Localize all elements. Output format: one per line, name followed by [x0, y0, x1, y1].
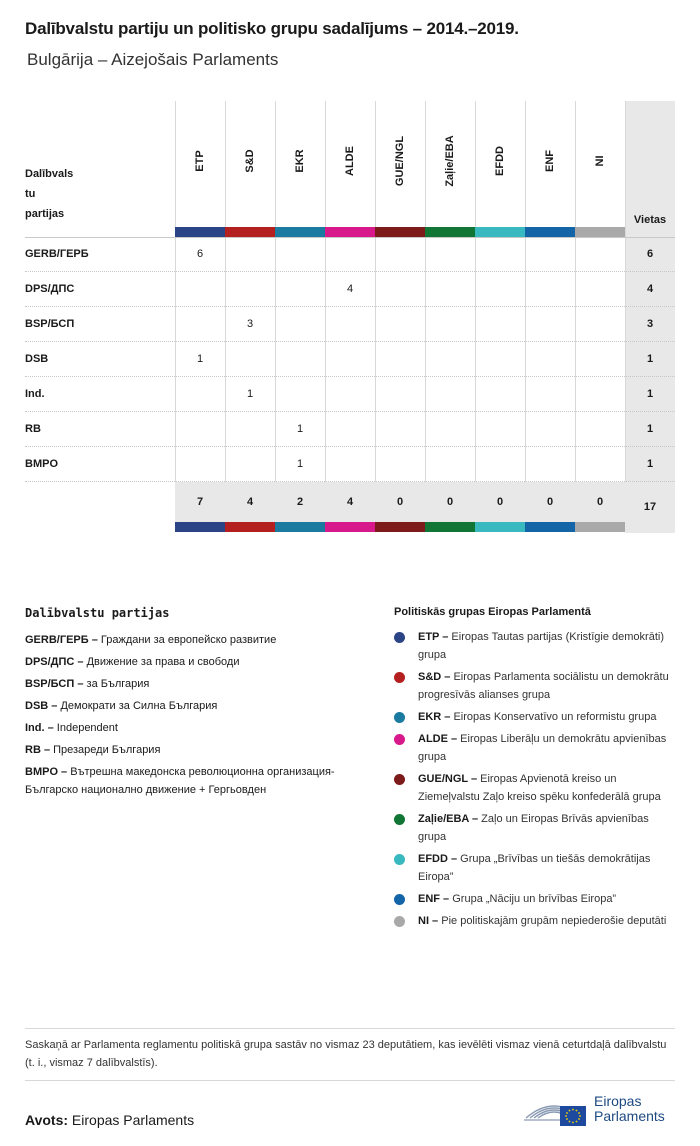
table-row	[25, 447, 675, 482]
group-total: 4	[246, 496, 254, 508]
group-full-name: Eiropas Parlamenta sociālistu un demokrātu progresīvās alianses grupa	[418, 671, 669, 701]
row-total: 1	[646, 388, 654, 400]
party-name: BMPO	[25, 458, 58, 470]
group-total: 0	[396, 496, 404, 508]
group-color-bar	[575, 522, 625, 532]
group-total: 4	[346, 496, 354, 508]
party-name: DPS/ДПС	[25, 283, 75, 295]
group-color-bar	[375, 227, 425, 237]
group-color-bar	[575, 227, 625, 237]
group-label: NI	[594, 155, 606, 167]
party-abbr: DPS/ДПС –	[25, 656, 84, 668]
row-total: 1	[646, 458, 654, 470]
group-color-dot-icon	[394, 854, 405, 865]
group-color-bar	[375, 522, 425, 532]
source-line	[25, 1112, 194, 1128]
group-legend-item	[394, 628, 679, 664]
party-abbr: BMPO –	[25, 766, 68, 778]
party-column-header: Dalībvals tu partijas	[25, 168, 74, 220]
group-column-header	[225, 101, 275, 226]
party-legend-item	[25, 695, 375, 717]
table-row	[25, 342, 675, 377]
group-color-dot-icon	[394, 774, 405, 785]
party-legend-item	[25, 761, 375, 799]
group-abbr: NI –	[418, 915, 439, 927]
seat-cell: 1	[296, 423, 304, 435]
group-color-dot-icon	[394, 712, 405, 723]
seat-cell: 6	[196, 248, 204, 260]
totals-row	[175, 482, 625, 522]
row-total: 1	[646, 353, 654, 365]
group-color-dot-icon	[394, 916, 405, 927]
party-name: DSB	[25, 353, 49, 365]
group-label: ENF	[544, 150, 556, 172]
group-full-name: Eiropas Konservatīvo un reformistu grupa	[450, 711, 657, 723]
party-legend-title: Dalībvalstu partijas	[25, 606, 170, 620]
party-legend-item	[25, 673, 375, 695]
group-abbr: ALDE –	[418, 733, 458, 745]
divider	[25, 1080, 675, 1081]
table-row	[25, 377, 675, 412]
group-abbr: ENF –	[418, 893, 450, 905]
group-color-bar	[425, 227, 475, 237]
group-label: ALDE	[344, 146, 356, 176]
group-color-bar	[175, 522, 225, 532]
seat-cell: 3	[246, 318, 254, 330]
group-full-name: Zaļo un Eiropas Brīvās apvienības grupa	[418, 813, 649, 843]
row-total: 6	[646, 248, 654, 260]
group-column-header	[525, 101, 575, 226]
group-legend-item	[394, 730, 679, 766]
party-name: BSP/БСП	[25, 318, 75, 330]
group-full-name: Grupa „Nāciju un brīvības Eiropa”	[449, 893, 617, 905]
group-label: S&D	[244, 149, 256, 173]
group-total: 0	[596, 496, 604, 508]
european-parliament-logo	[522, 1090, 682, 1130]
party-full-name: Презареди България	[50, 744, 161, 756]
divider	[25, 1028, 675, 1029]
group-label: EKR	[294, 149, 306, 173]
group-column-header	[275, 101, 325, 226]
group-color-dot-icon	[394, 814, 405, 825]
group-abbr: EFDD –	[418, 853, 458, 865]
footnote: Saskaņā ar Parlamenta reglamentu politiskā grupa sastāv no vismaz 23 deputātiem, kas ievēlēti vismaz vienā ceturtdaļā dalībvalstu (t. i., vismaz 7 dalībvalstīs).	[25, 1039, 667, 1069]
group-legend-item	[394, 708, 679, 726]
group-column-header	[425, 101, 475, 226]
group-color-dot-icon	[394, 894, 405, 905]
group-full-name: Eiropas Liberāļu un demokrātu apvienības grupa	[418, 733, 667, 763]
party-legend-item	[25, 739, 375, 761]
party-abbr: BSP/БСП –	[25, 678, 84, 690]
group-color-bar	[275, 227, 325, 237]
party-legend-item	[25, 629, 375, 651]
party-full-name: Демократи за Силна България	[57, 700, 218, 712]
table-row	[25, 307, 675, 342]
group-abbr: EKR –	[418, 711, 451, 723]
group-abbr: ETP –	[418, 631, 449, 643]
group-column-header	[475, 101, 525, 226]
group-color-bar	[425, 522, 475, 532]
grand-total: 17	[643, 501, 657, 513]
group-label: EFDD	[494, 146, 506, 176]
group-color-dot-icon	[394, 632, 405, 643]
group-color-bar	[275, 522, 325, 532]
group-total: 0	[446, 496, 454, 508]
group-legend-item	[394, 850, 679, 886]
seats-column-header: Vietas	[633, 214, 667, 226]
group-color-dot-icon	[394, 734, 405, 745]
party-full-name: Движение за права и свободи	[83, 656, 240, 668]
seat-cell: 4	[346, 283, 354, 295]
seat-cell: 1	[196, 353, 204, 365]
group-legend-item	[394, 770, 679, 806]
party-name: Ind.	[25, 388, 45, 400]
party-full-name: Граждани за европейско развитие	[97, 634, 277, 646]
group-legend-item	[394, 890, 679, 908]
group-total: 0	[546, 496, 554, 508]
group-color-bar	[475, 522, 525, 532]
group-color-bar	[325, 227, 375, 237]
table-row	[25, 237, 675, 272]
group-color-bar	[325, 522, 375, 532]
group-column-header	[325, 101, 375, 226]
seat-distribution-table	[25, 101, 675, 533]
party-abbr: Ind. –	[25, 722, 54, 734]
party-name: GERB/ГЕРБ	[25, 248, 89, 260]
source-value: Eiropas Parlaments	[68, 1112, 195, 1128]
group-total: 2	[296, 496, 304, 508]
logo-text: Eiropas Parlaments	[594, 1093, 665, 1124]
row-total: 3	[646, 318, 654, 330]
party-abbr: DSB –	[25, 700, 58, 712]
group-column-header	[575, 101, 625, 226]
group-color-bar	[525, 227, 575, 237]
row-total: 4	[646, 283, 654, 295]
group-full-name: Grupa „Brīvības un tiešās demokrātijas Eiropa”	[418, 853, 651, 883]
group-legend-item	[394, 912, 679, 930]
group-column-header	[375, 101, 425, 226]
group-legend-item	[394, 668, 679, 704]
group-full-name: Eiropas Apvienotā kreiso un Ziemeļvalstu Zaļo kreiso spēku konfederālā grupa	[418, 773, 661, 803]
group-column-header	[175, 101, 225, 226]
group-label: Zaļie/EBA	[444, 135, 456, 187]
party-abbr: GERB/ГЕРБ –	[25, 634, 98, 646]
group-full-name: Eiropas Tautas partijas (Kristīgie demokrāti) grupa	[418, 631, 664, 661]
group-color-bar	[475, 227, 525, 237]
party-legend	[25, 606, 375, 799]
group-abbr: Zaļie/EBA –	[418, 813, 479, 825]
party-name: RB	[25, 423, 41, 435]
group-legend-item	[394, 810, 679, 846]
group-color-bar	[225, 522, 275, 532]
party-full-name: за България	[83, 678, 150, 690]
parliament-hemicycle-icon	[522, 1090, 588, 1130]
group-full-name: Pie politiskajām grupām nepiederošie deputāti	[438, 915, 667, 927]
page-title: Dalībvalstu partiju un politisko grupu sadalījums – 2014.–2019.	[25, 19, 519, 38]
party-full-name: Вътрешна македонска революционна организация-Българско национално движение + Гергьовден	[25, 766, 335, 796]
group-abbr: GUE/NGL –	[418, 773, 478, 785]
group-color-bar	[225, 227, 275, 237]
group-legend	[394, 606, 679, 934]
group-color-bar	[175, 227, 225, 237]
party-legend-item	[25, 717, 375, 739]
group-label: ETP	[194, 150, 206, 172]
group-total: 7	[196, 496, 204, 508]
party-legend-item	[25, 651, 375, 673]
party-full-name: Independent	[53, 722, 118, 734]
group-abbr: S&D –	[418, 671, 451, 683]
group-total: 0	[496, 496, 504, 508]
group-label: GUE/NGL	[394, 135, 406, 187]
party-abbr: RB –	[25, 744, 51, 756]
seat-cell: 1	[296, 458, 304, 470]
seat-cell: 1	[246, 388, 254, 400]
group-color-bar	[525, 522, 575, 532]
table-row	[25, 272, 675, 307]
row-total: 1	[646, 423, 654, 435]
table-row	[25, 412, 675, 447]
group-legend-title: Politiskās grupas Eiropas Parlamentā	[394, 606, 591, 618]
page-subtitle: Bulgārija – Aizejošais Parlaments	[27, 50, 279, 69]
source-label: Avots:	[25, 1112, 69, 1128]
group-color-dot-icon	[394, 672, 405, 683]
